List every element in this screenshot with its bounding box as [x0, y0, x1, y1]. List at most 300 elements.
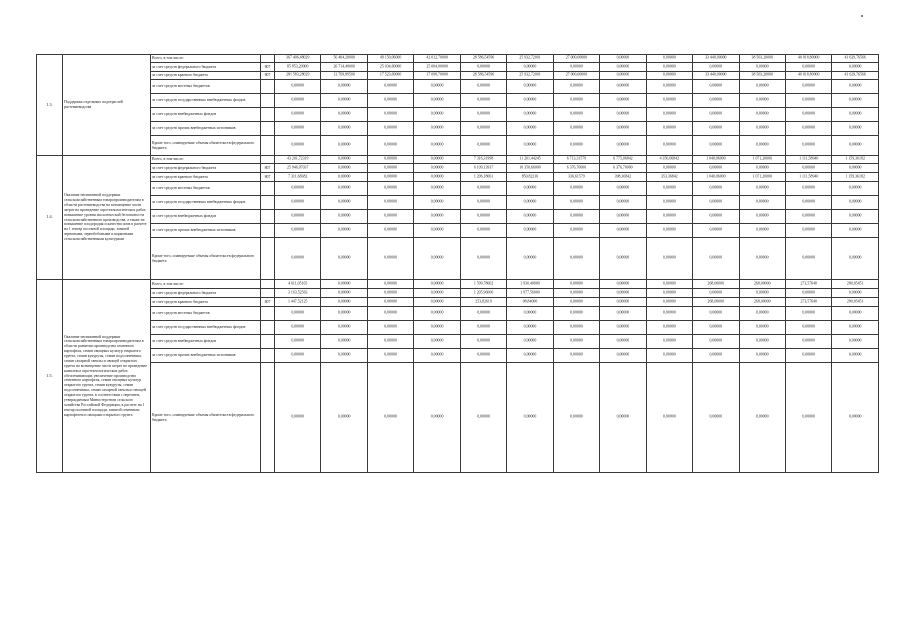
- amount-cell: [275, 164, 321, 173]
- amount-cell: [321, 280, 367, 289]
- budget-code-cell: [261, 122, 275, 136]
- amount-value: 0,00000: [616, 185, 630, 190]
- funding-source-label: за счет средств прочих внебюджетных источников: [151, 349, 261, 363]
- amount-cell: [275, 289, 321, 298]
- amount-value: 1 159,36182: [845, 174, 865, 179]
- amount-value: 0,00000: [709, 290, 723, 295]
- amount-cell: [367, 63, 413, 72]
- amount-cell: [553, 94, 599, 108]
- amount-value: 0,00000: [430, 255, 444, 260]
- amount-cell: [367, 108, 413, 122]
- amount-value: 40 018,80000: [798, 55, 820, 60]
- amount-value: 1 111,58940: [799, 174, 819, 179]
- amount-cell: [275, 224, 321, 238]
- amount-cell: [507, 307, 553, 321]
- amount-value: 0,00000: [755, 352, 769, 357]
- amount-cell: [646, 307, 692, 321]
- amount-value: 0,00000: [384, 310, 397, 315]
- amount-value: 0,00000: [848, 142, 862, 147]
- amount-value: 0,00000: [570, 111, 583, 116]
- amount-cell: [739, 321, 785, 335]
- table-row: [37, 349, 879, 363]
- amount-value: 40 018,80000: [798, 72, 820, 77]
- amount-cell: [507, 298, 553, 307]
- scan-speck: [861, 15, 863, 17]
- amount-cell: [321, 224, 367, 238]
- amount-cell: [321, 182, 367, 196]
- amount-value: 0,00000: [523, 83, 537, 88]
- amount-cell: [460, 80, 506, 94]
- amount-value: 0,00000: [663, 227, 676, 232]
- amount-cell: [275, 182, 321, 196]
- amount-cell: [460, 210, 506, 224]
- amount-cell: [460, 136, 506, 156]
- amount-value: 1 977,56000: [520, 290, 540, 295]
- amount-value: 0,00000: [802, 310, 816, 315]
- amount-cell: [275, 156, 321, 164]
- amount-cell: [414, 349, 460, 363]
- amount-cell: [414, 321, 460, 335]
- amount-cell: [321, 80, 367, 94]
- amount-value: 0,00000: [384, 111, 397, 116]
- amount-value: 7 311,68382: [288, 174, 308, 179]
- amount-value: 0,00000: [523, 125, 537, 130]
- amount-value: 0,00000: [570, 213, 583, 218]
- amount-cell: [832, 335, 878, 349]
- amount-value: 3 163,52563: [288, 290, 308, 295]
- amount-cell: [507, 363, 553, 473]
- amount-value: 0,00000: [848, 310, 862, 315]
- amount-value: 0,00000: [477, 185, 490, 190]
- section-title: Оказание несвязанной поддержки сельскохозяйственным товаропроизводителям в области развития производства семенного картофеля, семян овощных культур открытого грунта, семян кукурузы, семян подсолнечника, семян сахарной свеклы и овощей открытого грунта на возмещение части затрат на проведение комплекса агротехнологических работ, обеспечивающих увеличение производства семенного картофеля, семян овощных культур открытого грунта, семян кукурузы, семян подсолнечника, семян сахарной свеклы и овощей открытого грунта, в соответствии с перечнем, утверждаемым Министерством сельского хозяйства Российской Федерации, в расчете на 1 гектар посевной площади, занятой семенным картофелем и овощами открытого грунта: [63, 280, 151, 473]
- amount-value: 0,00000: [848, 227, 862, 232]
- amount-value: 0,00000: [709, 324, 723, 329]
- funding-source-label: за счет средств краевого бюджета: [151, 72, 261, 80]
- amount-cell: [553, 280, 599, 289]
- amount-cell: [600, 210, 646, 224]
- amount-cell: [460, 289, 506, 298]
- table-row: [37, 94, 879, 108]
- amount-value: 17 523,69000: [379, 72, 402, 77]
- table-row: [37, 238, 879, 280]
- amount-value: 0,00000: [384, 185, 397, 190]
- budget-code-cell: [261, 363, 275, 473]
- amount-value: 268,00000: [707, 281, 725, 286]
- amount-cell: [507, 224, 553, 238]
- amount-value: 0,00000: [430, 227, 444, 232]
- amount-value: 0,00000: [755, 338, 769, 343]
- amount-cell: [600, 196, 646, 210]
- amount-value: 25 004,00000: [426, 64, 448, 69]
- amount-value: 6 376,70000: [613, 165, 633, 170]
- amount-cell: [600, 321, 646, 335]
- amount-value: 0,00000: [848, 64, 862, 69]
- amount-value: 0,00000: [663, 414, 676, 419]
- amount-value: 0,00000: [291, 324, 305, 329]
- amount-value: 0,00000: [802, 324, 816, 329]
- budget-code-cell: [261, 289, 275, 298]
- amount-value: 0,00000: [477, 227, 490, 232]
- amount-cell: [739, 63, 785, 72]
- amount-cell: [414, 196, 460, 210]
- amount-value: 0,00000: [802, 338, 816, 343]
- amount-cell: [321, 210, 367, 224]
- amount-cell: [785, 156, 831, 164]
- amount-value: 0,00000: [663, 255, 676, 260]
- amount-value: 6 376,70000: [566, 165, 587, 170]
- amount-value: 0,00000: [570, 324, 583, 329]
- amount-value: 0,00000: [337, 352, 351, 357]
- amount-value: 0,00000: [616, 125, 630, 130]
- amount-value: 0,00000: [663, 97, 676, 102]
- amount-cell: [832, 156, 878, 164]
- amount-value: 353,36842: [661, 174, 678, 179]
- table-row: [37, 298, 879, 307]
- amount-cell: [739, 182, 785, 196]
- table-row: [37, 136, 879, 156]
- table-row: [37, 108, 879, 122]
- amount-cell: [321, 196, 367, 210]
- amount-cell: [414, 210, 460, 224]
- amount-cell: [414, 80, 460, 94]
- amount-value: 0,00000: [477, 324, 490, 329]
- amount-value: 0,00000: [709, 310, 723, 315]
- amount-value: 0,00000: [430, 111, 444, 116]
- funding-source-label: за счет средств краевого бюджета: [151, 173, 261, 182]
- amount-value: 0,00000: [291, 255, 305, 260]
- amount-value: 0,00000: [337, 97, 351, 102]
- amount-value: 0,00000: [477, 414, 490, 419]
- amount-cell: [600, 80, 646, 94]
- amount-value: 0,00000: [291, 111, 305, 116]
- amount-value: 0,00000: [523, 64, 537, 69]
- amount-cell: [785, 298, 831, 307]
- funding-source-label: за счет средств федерального бюджета: [151, 164, 261, 173]
- amount-cell: [693, 63, 739, 72]
- amount-cell: [367, 136, 413, 156]
- amount-value: 0,00000: [802, 83, 816, 88]
- amount-value: 0,00000: [709, 185, 723, 190]
- amount-value: 0,00000: [802, 97, 816, 102]
- amount-cell: [275, 122, 321, 136]
- amount-value: 41 629,76566: [844, 72, 866, 77]
- amount-value: 0,00000: [802, 125, 816, 130]
- amount-cell: [646, 164, 692, 173]
- amount-value: 0,00000: [291, 142, 305, 147]
- amount-cell: [553, 164, 599, 173]
- amount-value: 1 599,78602: [473, 281, 494, 286]
- amount-cell: [321, 72, 367, 80]
- funding-source-label: за счет средств местных бюджетов: [151, 182, 261, 196]
- amount-value: 0,00000: [291, 352, 305, 357]
- amount-cell: [693, 196, 739, 210]
- amount-cell: [275, 363, 321, 473]
- section-index: 1.5.: [37, 280, 63, 473]
- section-title: Оказание несвязанной поддержки сельскохозяйственным товаропроизводителям в области растениеводства на возмещение части затрат на проведение агротехнологических работ, повышение уровня экологической безопасности сельскохозяйственного производства, а также на повышение плодородия и качества почв в расчете на 1 гектар посевной площади, занятой зерновыми, зернобобовыми и кормовыми сельскохозяйственными культурами: [63, 156, 151, 280]
- amount-cell: [785, 363, 831, 473]
- amount-cell: [321, 136, 367, 156]
- amount-value: 0,00000: [616, 55, 630, 60]
- amount-value: 0,00000: [848, 111, 862, 116]
- amount-value: 0,00000: [523, 111, 537, 116]
- amount-value: 0,00000: [337, 199, 351, 204]
- amount-value: 0,00000: [430, 338, 444, 343]
- amount-value: 0,00000: [430, 213, 444, 218]
- amount-cell: [553, 122, 599, 136]
- amount-value: 0,00000: [430, 165, 444, 170]
- amount-cell: [507, 182, 553, 196]
- amount-value: 336,61579: [568, 174, 585, 179]
- amount-value: 0,00000: [477, 352, 490, 357]
- amount-value: 0,00000: [291, 199, 305, 204]
- amount-cell: [646, 63, 692, 72]
- amount-value: 0,00000: [663, 299, 676, 304]
- amount-value: 0,00000: [430, 352, 444, 357]
- amount-value: 0,00000: [755, 111, 769, 116]
- amount-value: 0,00000: [523, 199, 537, 204]
- amount-value: 0,00000: [430, 414, 444, 419]
- amount-value: 0,00000: [663, 290, 676, 295]
- amount-cell: [646, 298, 692, 307]
- amount-value: 1 111,58940: [799, 156, 819, 161]
- amount-value: 0,00000: [848, 185, 862, 190]
- amount-value: 850,82216: [521, 174, 539, 179]
- amount-cell: [321, 122, 367, 136]
- amount-cell: [275, 94, 321, 108]
- amount-cell: [275, 108, 321, 122]
- budget-code-cell: [261, 94, 275, 108]
- amount-cell: [553, 335, 599, 349]
- amount-value: 56 404,20000: [333, 55, 355, 60]
- amount-cell: [553, 182, 599, 196]
- amount-value: 0,00000: [663, 111, 676, 116]
- budget-code-cell: [261, 108, 275, 122]
- amount-cell: [693, 224, 739, 238]
- amount-cell: [832, 122, 878, 136]
- table-row: [37, 72, 879, 80]
- amount-value: 0,00000: [802, 227, 816, 232]
- amount-cell: [321, 238, 367, 280]
- amount-cell: [832, 307, 878, 321]
- amount-cell: [646, 196, 692, 210]
- amount-cell: [460, 280, 506, 289]
- amount-cell: [646, 280, 692, 289]
- amount-cell: [367, 321, 413, 335]
- amount-cell: [646, 182, 692, 196]
- section-title: Поддержка отдельных подотраслей растениеводства: [63, 55, 151, 156]
- amount-cell: [460, 94, 506, 108]
- amount-cell: [275, 280, 321, 289]
- amount-cell: [600, 238, 646, 280]
- amount-value: 0,00000: [570, 142, 583, 147]
- amount-cell: [785, 224, 831, 238]
- amount-cell: [553, 55, 599, 63]
- table-row: [37, 210, 879, 224]
- amount-value: 1 040,06000: [706, 156, 726, 161]
- amount-value: 1 040,06000: [706, 174, 726, 179]
- amount-cell: [785, 289, 831, 298]
- amount-value: 0,00000: [616, 83, 630, 88]
- amount-cell: [646, 94, 692, 108]
- amount-value: 0,00000: [477, 199, 490, 204]
- amount-cell: [739, 108, 785, 122]
- amount-value: 0,00000: [663, 338, 676, 343]
- amount-cell: [367, 363, 413, 473]
- amount-cell: [414, 72, 460, 80]
- budget-code-cell: 807: [261, 63, 275, 72]
- amount-value: 0,00000: [709, 255, 723, 260]
- amount-cell: [693, 136, 739, 156]
- funding-source-label: за счет средств государственных внебюджетных фондов: [151, 196, 261, 210]
- amount-value: 0,00000: [709, 111, 723, 116]
- amount-cell: [693, 156, 739, 164]
- amount-cell: [460, 173, 506, 182]
- amount-cell: [367, 122, 413, 136]
- amount-cell: [460, 55, 506, 63]
- amount-value: 98,84000: [522, 299, 538, 304]
- amount-value: 0,00000: [663, 185, 676, 190]
- amount-value: 4 611,05165: [288, 281, 308, 286]
- amount-value: 0,00000: [709, 213, 723, 218]
- section-index: 1.3.: [37, 55, 63, 156]
- amount-value: 0,00000: [570, 310, 583, 315]
- amount-value: 0,00000: [337, 111, 351, 116]
- section-index: 1.4.: [37, 156, 63, 280]
- amount-cell: [275, 80, 321, 94]
- budget-code-cell: [261, 196, 275, 210]
- amount-cell: [600, 122, 646, 136]
- amount-cell: [785, 173, 831, 182]
- table-row: [37, 280, 879, 289]
- amount-value: 273,57640: [800, 299, 817, 304]
- amount-cell: [275, 238, 321, 280]
- amount-cell: [553, 108, 599, 122]
- amount-cell: [693, 72, 739, 80]
- amount-value: 0,00000: [663, 199, 676, 204]
- amount-value: 4 350,06842: [659, 156, 680, 161]
- amount-value: 0,00000: [848, 290, 862, 295]
- amount-value: 6 713,31579: [566, 156, 587, 161]
- amount-value: 0,00000: [755, 83, 769, 88]
- table-row: [37, 63, 879, 72]
- table-row: [37, 196, 879, 210]
- amount-cell: [832, 298, 878, 307]
- amount-cell: [321, 63, 367, 72]
- amount-value: 0,00000: [802, 111, 816, 116]
- amount-cell: [693, 298, 739, 307]
- table-row: [37, 307, 879, 321]
- amount-cell: [600, 289, 646, 298]
- amount-value: 0,00000: [663, 324, 676, 329]
- amount-cell: [553, 156, 599, 164]
- amount-cell: [275, 321, 321, 335]
- amount-cell: [367, 164, 413, 173]
- amount-value: 0,00000: [477, 64, 490, 69]
- amount-cell: [275, 335, 321, 349]
- amount-cell: [367, 94, 413, 108]
- amount-value: 0,00000: [384, 97, 397, 102]
- amount-cell: [460, 307, 506, 321]
- amount-cell: [600, 136, 646, 156]
- amount-cell: [739, 289, 785, 298]
- amount-value: 42 012,70000: [426, 55, 448, 60]
- amount-value: 0,00000: [337, 299, 351, 304]
- amount-cell: [507, 108, 553, 122]
- amount-cell: [600, 335, 646, 349]
- amount-cell: [646, 108, 692, 122]
- amount-cell: [646, 55, 692, 63]
- amount-value: 0,00000: [709, 227, 723, 232]
- amount-value: 25 932,72001: [519, 72, 541, 77]
- amount-value: 0,00000: [848, 199, 862, 204]
- amount-cell: [785, 108, 831, 122]
- amount-cell: [460, 72, 506, 80]
- amount-cell: [832, 80, 878, 94]
- amount-cell: [600, 363, 646, 473]
- table-row: [37, 363, 879, 473]
- amount-cell: [275, 210, 321, 224]
- amount-cell: [785, 94, 831, 108]
- amount-cell: [600, 156, 646, 164]
- amount-value: 0,00000: [570, 299, 583, 304]
- amount-cell: [367, 182, 413, 196]
- amount-value: 0,00000: [616, 338, 630, 343]
- funding-source-label: Всего, в том числе:: [151, 156, 261, 164]
- amount-cell: [693, 363, 739, 473]
- amount-value: 1 159,36182: [845, 156, 865, 161]
- amount-value: 0,00000: [709, 97, 723, 102]
- amount-value: 0,00000: [384, 142, 397, 147]
- amount-value: 0,00000: [848, 97, 862, 102]
- amount-value: 0,00000: [477, 338, 490, 343]
- amount-value: 0,00000: [430, 185, 444, 190]
- amount-value: 0,00000: [477, 310, 490, 315]
- amount-value: 0,00000: [384, 299, 397, 304]
- amount-cell: [507, 335, 553, 349]
- amount-cell: [507, 173, 553, 182]
- amount-value: 0,00000: [523, 255, 537, 260]
- budget-code-cell: [261, 210, 275, 224]
- amount-value: 0,00000: [337, 281, 351, 286]
- amount-cell: [693, 289, 739, 298]
- table-row: [37, 289, 879, 298]
- amount-cell: [646, 122, 692, 136]
- amount-cell: [739, 210, 785, 224]
- amount-value: 1 071,20000: [752, 156, 772, 161]
- amount-cell: [460, 196, 506, 210]
- amount-value: 41 629,76566: [844, 55, 866, 60]
- amount-value: 398,36842: [614, 174, 632, 179]
- amount-cell: [600, 182, 646, 196]
- amount-value: 0,00000: [430, 299, 444, 304]
- funding-source-label: Кроме того, планируемые объемы обязательств федерального бюджета: [151, 136, 261, 156]
- budget-code-cell: [261, 156, 275, 164]
- amount-cell: [414, 280, 460, 289]
- amount-cell: [460, 182, 506, 196]
- amount-value: 0,00000: [802, 142, 816, 147]
- amount-value: 0,00000: [616, 281, 630, 286]
- amount-value: 0,00000: [616, 72, 630, 77]
- amount-cell: [785, 164, 831, 173]
- amount-cell: [693, 55, 739, 63]
- amount-cell: [832, 108, 878, 122]
- amount-cell: [507, 136, 553, 156]
- amount-cell: [739, 122, 785, 136]
- amount-cell: [785, 80, 831, 94]
- amount-cell: [553, 289, 599, 298]
- amount-cell: [693, 182, 739, 196]
- amount-cell: [739, 164, 785, 173]
